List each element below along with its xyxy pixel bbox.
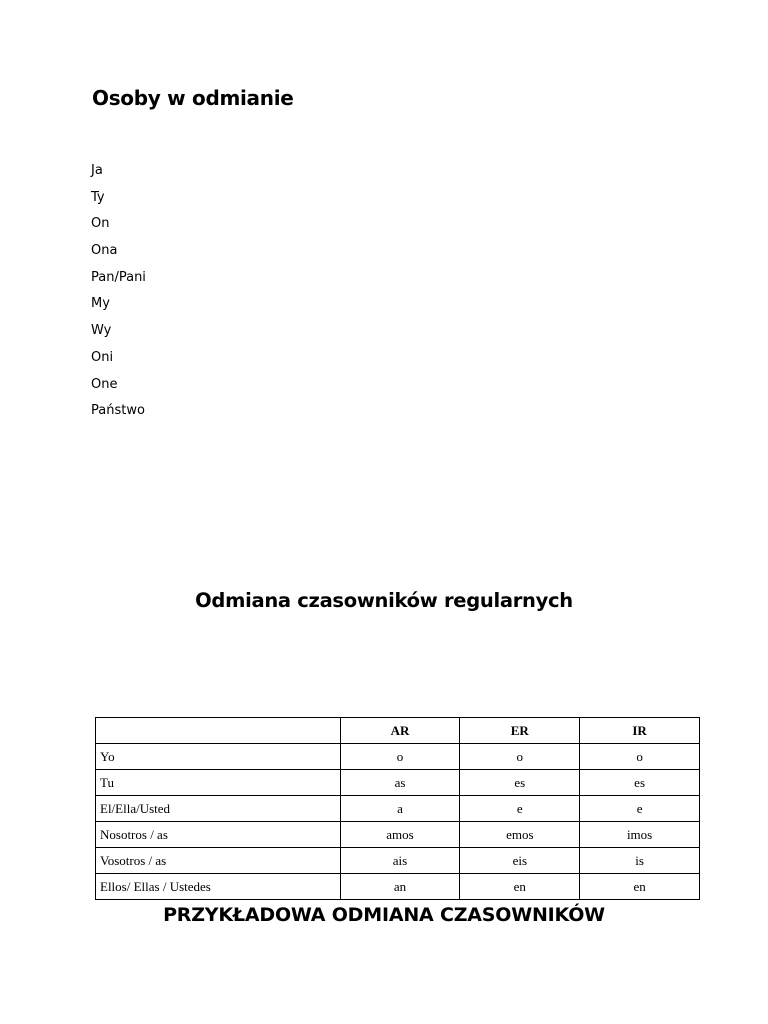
table-row — [96, 874, 700, 900]
table-cell: e — [460, 796, 580, 822]
table-cell-person: Vosotros / as — [96, 848, 341, 874]
table-cell: o — [580, 744, 700, 770]
table-cell: eis — [460, 848, 580, 874]
table-cell-person: Yo — [96, 744, 341, 770]
table-cell-person: Ellos/ Ellas / Ustedes — [96, 874, 341, 900]
table-cell: en — [460, 874, 580, 900]
table-cell: en — [580, 874, 700, 900]
list-item: Pan/Pani — [91, 269, 146, 285]
persons-heading: Osoby w odmianie — [92, 86, 294, 110]
conjugation-table — [95, 717, 700, 900]
table-cell: as — [340, 770, 460, 796]
table-header-row — [96, 718, 700, 744]
table-cell: o — [340, 744, 460, 770]
table-cell: ais — [340, 848, 460, 874]
list-item: My — [91, 296, 110, 312]
list-item: One — [91, 376, 118, 392]
table-cell-person: Nosotros / as — [96, 822, 341, 848]
list-item: Wy — [91, 323, 112, 339]
list-item: Ty — [91, 189, 105, 205]
table-header-cell: AR — [340, 718, 460, 744]
list-item: On — [91, 216, 110, 232]
table-cell-person: Tu — [96, 770, 341, 796]
table-cell: e — [580, 796, 700, 822]
persons-list — [91, 163, 146, 430]
table-cell: es — [460, 770, 580, 796]
regular-verbs-heading: Odmiana czasowników regularnych — [195, 589, 573, 612]
table-header-cell: ER — [460, 718, 580, 744]
list-item: Ja — [91, 163, 103, 178]
table-cell: imos — [580, 822, 700, 848]
table-row — [96, 822, 700, 848]
list-item: Oni — [91, 349, 114, 365]
list-item: Ona — [91, 243, 118, 259]
table-cell: amos — [340, 822, 460, 848]
table-row — [96, 744, 700, 770]
table-row — [96, 770, 700, 796]
table-cell-person: El/Ella/Usted — [96, 796, 341, 822]
table-header-cell — [96, 718, 341, 744]
table-cell: is — [580, 848, 700, 874]
table-row — [96, 796, 700, 822]
table-cell: an — [340, 874, 460, 900]
table-header-cell: IR — [580, 718, 700, 744]
table-cell: o — [460, 744, 580, 770]
table-cell: a — [340, 796, 460, 822]
table-cell: es — [580, 770, 700, 796]
table-cell: emos — [460, 822, 580, 848]
table-row — [96, 848, 700, 874]
list-item: Państwo — [91, 403, 145, 419]
example-conjugation-heading: PRZYKŁADOWA ODMIANA CZASOWNIKÓW — [163, 904, 605, 926]
